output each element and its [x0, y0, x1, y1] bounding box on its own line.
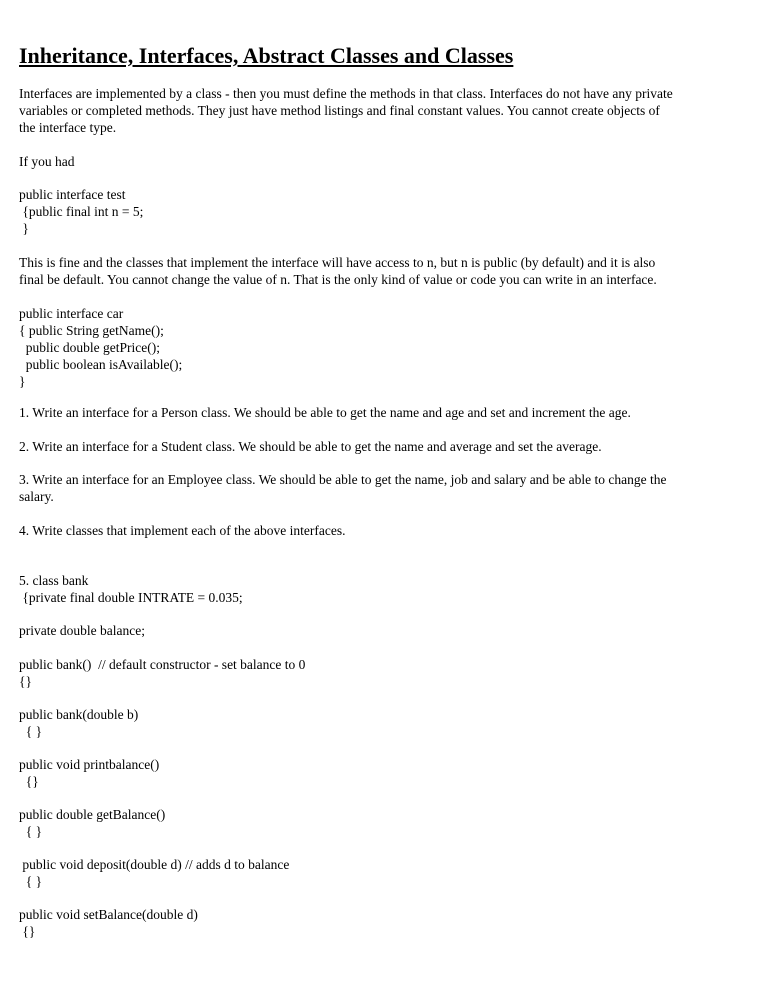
code-line: {} — [19, 674, 32, 689]
intro-line: Interfaces are implemented by a class - then you must define the methods in that class. Interfaces do not have any private — [19, 86, 673, 101]
question-2: 2. Write an interface for a Student class. We should be able to get the name and average and set the average. — [19, 439, 602, 454]
code-block-car — [19, 305, 754, 390]
explain-line: final be default. You cannot change the value of n. That is the only kind of value or code you can write in an interface. — [19, 272, 657, 287]
getbalance-method — [19, 806, 754, 840]
code-line: } — [19, 374, 26, 389]
code-block-test — [19, 186, 754, 237]
code-line: {} — [19, 774, 39, 789]
question-5-line: 5. class bank — [19, 573, 89, 588]
code-line: {public final int n = 5; — [19, 204, 144, 219]
explain-line: This is fine and the classes that implement the interface will have access to n, but n is public (by default) and it is also — [19, 255, 656, 270]
code-line: public void printbalance() — [19, 757, 160, 772]
explanation-paragraph — [19, 254, 754, 288]
code-line: public void setBalance(double d) — [19, 907, 198, 922]
code-line: public boolean isAvailable(); — [19, 357, 183, 372]
intro-line: variables or completed methods. They just have method listings and final constant values. You cannot create objects of — [19, 103, 660, 118]
code-line: public bank(double b) — [19, 707, 139, 722]
intro-line: the interface type. — [19, 120, 117, 135]
code-line: {} — [19, 924, 36, 939]
code-line: { } — [19, 724, 43, 739]
deposit-method — [19, 856, 754, 890]
question-4: 4. Write classes that implement each of the above interfaces. — [19, 523, 346, 538]
question-3-line: 3. Write an interface for an Employee class. We should be able to get the name, job and salary and be able to change the — [19, 472, 667, 487]
code-line: { public String getName(); — [19, 323, 164, 338]
intro-paragraph — [19, 85, 754, 136]
question-5-line: {private final double INTRATE = 0.035; — [19, 590, 243, 605]
if-you-had-text: If you had — [19, 154, 75, 169]
question-3-line: salary. — [19, 489, 54, 504]
code-line: { } — [19, 874, 43, 889]
setbalance-method — [19, 906, 754, 940]
balance-declaration: private double balance; — [19, 623, 145, 638]
code-line: public interface car — [19, 306, 124, 321]
default-constructor — [19, 656, 754, 690]
code-line: public interface test — [19, 187, 126, 202]
code-line: public double getBalance() — [19, 807, 166, 822]
code-line: } — [19, 221, 29, 236]
code-line: public bank() // default constructor - set balance to 0 — [19, 657, 306, 672]
code-line: { } — [19, 824, 43, 839]
code-line: public double getPrice(); — [19, 340, 160, 355]
page-title: Inheritance, Interfaces, Abstract Classes and Classes — [19, 43, 514, 68]
printbalance-method — [19, 756, 754, 790]
code-line: public void deposit(double d) // adds d to balance — [19, 857, 290, 872]
question-5 — [19, 572, 754, 606]
double-constructor — [19, 706, 754, 740]
question-1: 1. Write an interface for a Person class. We should be able to get the name and age and set and increment the age. — [19, 405, 631, 420]
question-3 — [19, 471, 754, 505]
